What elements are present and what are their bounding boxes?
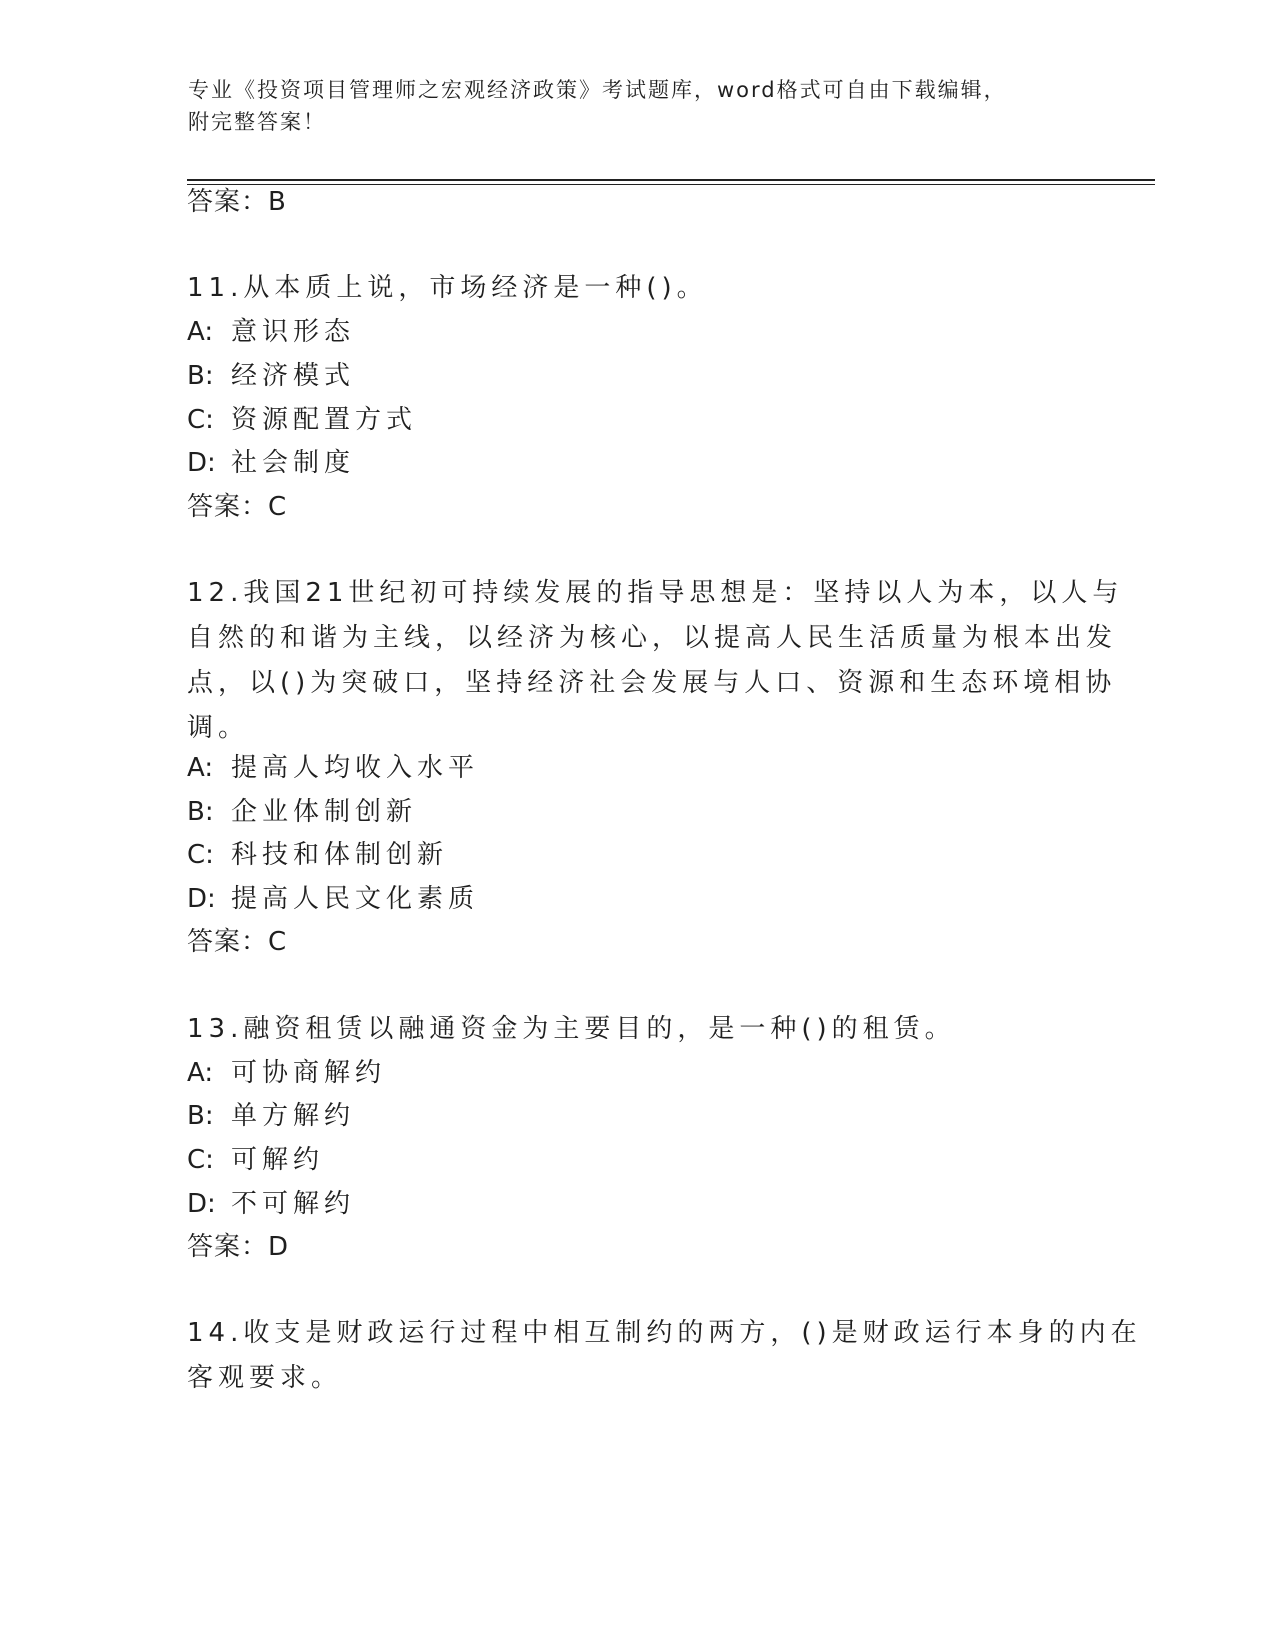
option-text: 可协商解约 [231, 1058, 387, 1088]
option-letter: A: [187, 317, 214, 347]
header-line-1: 专业《投资项目管理师之宏观经济政策》考试题库，word格式可自由下载编辑， [188, 78, 1007, 102]
option-letter: B: [187, 361, 214, 391]
question-13-option-a [187, 1057, 386, 1089]
question-11-option-d [187, 447, 355, 479]
question-12-option-d [187, 883, 479, 915]
option-text: 科技和体制创新 [231, 840, 449, 870]
question-12-option-c [187, 839, 448, 871]
question-12-answer: 答案：C [187, 927, 288, 957]
option-text: 资源配置方式 [231, 405, 418, 435]
answer-prev: 答案：B [187, 187, 287, 217]
question-14-stem-line: 客观要求。 [187, 1363, 343, 1393]
header-divider-bottom [187, 184, 1155, 185]
option-letter: D: [187, 884, 216, 914]
question-14-stem-line: 14.收支是财政运行过程中相互制约的两方，()是财政运行本身的内在 [187, 1318, 1142, 1348]
header-line-2: 附完整答案！ [188, 110, 326, 134]
question-13-option-b [187, 1100, 355, 1132]
question-11-option-a [187, 316, 355, 348]
question-13-option-d [187, 1188, 355, 1220]
question-12-stem-line: 调。 [187, 713, 250, 743]
option-text: 不可解约 [231, 1189, 356, 1219]
option-text: 单方解约 [231, 1101, 356, 1131]
option-text: 企业体制创新 [231, 797, 418, 827]
question-11-stem [187, 266, 1087, 311]
question-13-stem [187, 1007, 1087, 1052]
option-letter: B: [187, 797, 214, 827]
option-letter: A: [187, 1058, 214, 1088]
option-letter: A: [187, 753, 214, 783]
option-letter: B: [187, 1101, 214, 1131]
option-letter: C: [187, 1145, 214, 1175]
question-12-stem-line: 12.我国21世纪初可持续发展的指导思想是：坚持以人为本，以人与 [187, 578, 1124, 608]
option-letter: C: [187, 840, 214, 870]
question-11-answer: 答案：C [187, 492, 288, 522]
question-13-answer: 答案：D [187, 1232, 290, 1262]
question-12-option-a [187, 752, 479, 784]
question-12-option-b [187, 796, 417, 828]
question-14-stem [187, 1311, 1142, 1401]
header-divider-top [187, 179, 1155, 181]
option-text: 提高人民文化素质 [231, 884, 480, 914]
option-letter: C: [187, 405, 214, 435]
option-text: 可解约 [231, 1145, 325, 1175]
question-13-stem-line: 13.融资租赁以融通资金为主要目的，是一种()的租赁。 [187, 1014, 956, 1044]
question-11-stem-line: 11.从本质上说，市场经济是一种()。 [187, 273, 708, 303]
document-header [188, 74, 1108, 138]
option-text: 意识形态 [231, 317, 356, 347]
option-text: 提高人均收入水平 [231, 753, 480, 783]
question-12-stem-line: 自然的和谐为主线，以经济为核心，以提高人民生活质量为根本出发 [187, 623, 1118, 653]
option-letter: D: [187, 448, 216, 478]
question-11-option-b [187, 360, 355, 392]
question-12-stem [187, 571, 1124, 751]
question-11-option-c [187, 404, 417, 436]
question-12-stem-line: 点，以()为突破口，坚持经济社会发展与人口、资源和生态环境相协 [187, 668, 1117, 698]
option-text: 社会制度 [231, 448, 356, 478]
option-letter: D: [187, 1189, 216, 1219]
option-text: 经济模式 [231, 361, 356, 391]
question-13-option-c [187, 1144, 324, 1176]
